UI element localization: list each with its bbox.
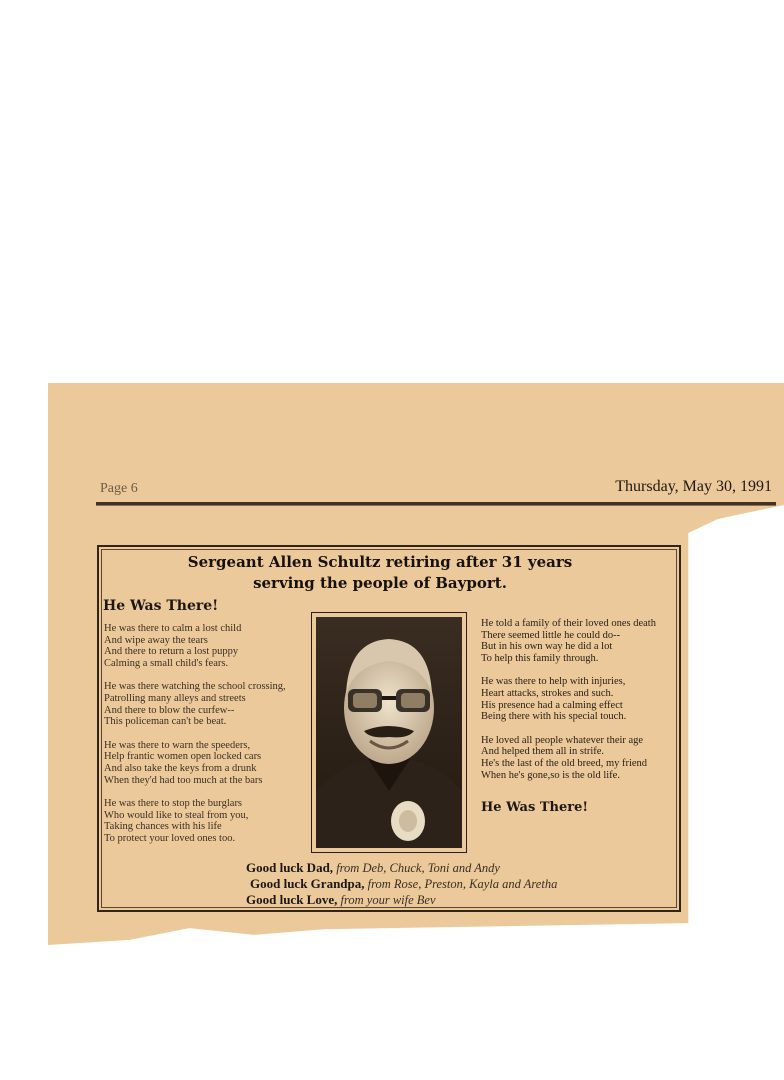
signature-from: from Deb, Chuck, Toni and Andy: [336, 861, 500, 875]
poem-line: He's the last of the old breed, my friend: [481, 757, 648, 769]
poem-line: This policeman can't be beat.: [104, 716, 227, 728]
poem-line: Calming a small child's fears.: [104, 657, 229, 669]
signature-greeting: Good luck Love,: [246, 892, 338, 907]
poem-line: He was there to stop the burglars: [104, 798, 243, 810]
stanza: [104, 798, 309, 844]
poem-line: He was there to warn the speeders,: [104, 739, 251, 751]
issue-date: Thursday, May 30, 1991: [615, 478, 772, 495]
stanza: [104, 681, 309, 727]
article-headline: [160, 552, 600, 594]
signature-line: [246, 892, 436, 908]
poem-line: He told a family of their loved ones death: [481, 618, 656, 629]
poem-line: He loved all people whatever their age: [481, 734, 644, 746]
poem-line: There seemed little he could do--: [481, 629, 621, 641]
poem-line: To protect your loved ones too.: [104, 832, 236, 844]
signature-line: [250, 876, 557, 892]
poem-line: Heart attacks, strokes and such.: [481, 687, 614, 699]
poem-line: And also take the keys from a drunk: [104, 762, 257, 774]
poem-line: Patrolling many alleys and streets: [104, 692, 246, 704]
stanza: [104, 623, 309, 669]
poem-line: And there to blow the curfew--: [104, 704, 235, 716]
stanza: [481, 735, 681, 781]
poem-line: And helped them all in strife.: [481, 746, 605, 758]
poem-line: His presence had a calming effect: [481, 699, 623, 711]
poem-line: He was there to help with injuries,: [481, 676, 626, 688]
signature-line: [246, 860, 500, 876]
signature-from: from Rose, Preston, Kayla and Aretha: [367, 877, 558, 891]
poem-line: And wipe away the tears: [104, 634, 208, 646]
poem-line: To help this family through.: [481, 652, 599, 664]
portrait-illustration: [312, 613, 466, 852]
poem-line: He was there to calm a lost child: [104, 623, 242, 634]
poem-line: Help frantic women open locked cars: [104, 751, 262, 763]
stanza: [104, 740, 309, 786]
poem-line: And there to return a lost puppy: [104, 646, 239, 658]
stanza: [481, 676, 681, 722]
header-rule: [96, 502, 776, 506]
headline-line-2: serving the people of Bayport.: [253, 574, 507, 592]
signature-greeting: Good luck Dad,: [246, 860, 334, 875]
poem-title: He Was There!: [103, 598, 219, 614]
headline-line-1: Sergeant Allen Schultz retiring after 31 years: [187, 553, 573, 571]
poem-line: When he's gone,so is the old life.: [481, 769, 620, 781]
poem-line: But in his own way he did a lot: [481, 641, 613, 653]
page-number: Page 6: [100, 481, 138, 496]
signature-from: from your wife Bev: [340, 893, 436, 907]
signature-greeting: Good luck Grandpa,: [250, 876, 365, 891]
poem-line: When they'd had too much at the bars: [104, 774, 263, 786]
poem-line: He was there watching the school crossing,: [104, 681, 286, 693]
poem-left-column: [104, 623, 309, 857]
poem-line: Taking chances with his life: [104, 821, 222, 833]
poem-line: Being there with his special touch.: [481, 711, 627, 723]
poem-refrain: He Was There!: [481, 800, 589, 815]
portrait-photo: [311, 612, 467, 853]
poem-right-column: [481, 618, 681, 793]
stanza: [481, 618, 681, 664]
poem-line: Who would like to steal from you,: [104, 809, 249, 821]
